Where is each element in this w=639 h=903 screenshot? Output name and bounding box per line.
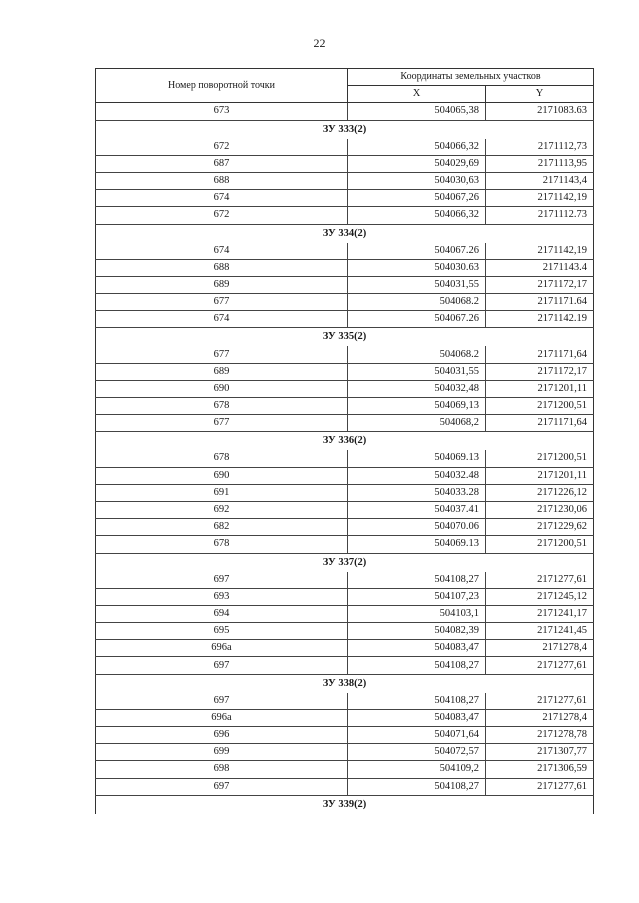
point-number-cell: 677	[96, 346, 348, 363]
header-y: Y	[486, 86, 594, 103]
y-coordinate-cell: 2171307,77	[486, 744, 594, 761]
table-row	[96, 363, 594, 380]
x-coordinate-cell: 504029,69	[348, 155, 486, 172]
table-row	[96, 450, 594, 467]
x-coordinate-cell: 504069.13	[348, 536, 486, 553]
x-coordinate-cell: 504083,47	[348, 640, 486, 657]
group-heading-row	[96, 553, 594, 572]
x-coordinate-cell: 504067.26	[348, 243, 486, 260]
table-row	[96, 346, 594, 363]
y-coordinate-cell: 2171113,95	[486, 155, 594, 172]
x-coordinate-cell: 504066,32	[348, 139, 486, 156]
y-coordinate-cell: 2171200,51	[486, 450, 594, 467]
table-row	[96, 588, 594, 605]
table-row	[96, 484, 594, 501]
group-title: ЗУ 339(2)	[96, 795, 594, 814]
table-row	[96, 623, 594, 640]
point-number-cell: 687	[96, 155, 348, 172]
y-coordinate-cell: 2171171.64	[486, 294, 594, 311]
table-row	[96, 243, 594, 260]
point-number-cell: 692	[96, 501, 348, 518]
point-number-cell: 678	[96, 536, 348, 553]
x-coordinate-cell: 504032,48	[348, 380, 486, 397]
table-row	[96, 259, 594, 276]
x-coordinate-cell: 504031,55	[348, 363, 486, 380]
table-row	[96, 467, 594, 484]
group-heading-row	[96, 224, 594, 243]
coordinates-table	[95, 68, 594, 814]
x-coordinate-cell: 504037.41	[348, 501, 486, 518]
point-number-cell: 673	[96, 103, 348, 120]
x-coordinate-cell: 504072,57	[348, 744, 486, 761]
table-row	[96, 727, 594, 744]
x-coordinate-cell: 504067,26	[348, 190, 486, 207]
table-row	[96, 139, 594, 156]
table-row	[96, 276, 594, 293]
group-heading-row	[96, 328, 594, 347]
point-number-cell: 696a	[96, 709, 348, 726]
y-coordinate-cell: 2171200,51	[486, 398, 594, 415]
point-number-cell: 672	[96, 139, 348, 156]
x-coordinate-cell: 504109,2	[348, 761, 486, 778]
table-row	[96, 294, 594, 311]
x-coordinate-cell: 504070.06	[348, 519, 486, 536]
point-number-cell: 674	[96, 190, 348, 207]
x-coordinate-cell: 504031,55	[348, 276, 486, 293]
table-row	[96, 172, 594, 189]
y-coordinate-cell: 2171172,17	[486, 276, 594, 293]
x-coordinate-cell: 504108,27	[348, 693, 486, 710]
table-row	[96, 572, 594, 589]
y-coordinate-cell: 2171278,4	[486, 709, 594, 726]
x-coordinate-cell: 504069,13	[348, 398, 486, 415]
x-coordinate-cell: 504107,23	[348, 588, 486, 605]
x-coordinate-cell: 504069.13	[348, 450, 486, 467]
x-coordinate-cell: 504071,64	[348, 727, 486, 744]
y-coordinate-cell: 2171277,61	[486, 657, 594, 674]
group-title: ЗУ 335(2)	[96, 328, 594, 347]
group-title: ЗУ 334(2)	[96, 224, 594, 243]
table-row	[96, 778, 594, 795]
y-coordinate-cell: 2171230,06	[486, 501, 594, 518]
y-coordinate-cell: 2171241,45	[486, 623, 594, 640]
y-coordinate-cell: 2171112.73	[486, 207, 594, 224]
point-number-cell: 677	[96, 415, 348, 432]
table-row	[96, 605, 594, 622]
point-number-cell: 677	[96, 294, 348, 311]
point-number-cell: 690	[96, 380, 348, 397]
group-heading-row	[96, 432, 594, 451]
y-coordinate-cell: 2171277,61	[486, 778, 594, 795]
point-number-cell: 697	[96, 693, 348, 710]
x-coordinate-cell: 504068,2	[348, 415, 486, 432]
group-title: ЗУ 338(2)	[96, 674, 594, 693]
table-row	[96, 501, 594, 518]
y-coordinate-cell: 2171143,4	[486, 172, 594, 189]
group-title: ЗУ 333(2)	[96, 120, 594, 139]
y-coordinate-cell: 2171245,12	[486, 588, 594, 605]
point-number-cell: 695	[96, 623, 348, 640]
y-coordinate-cell: 2171201,11	[486, 467, 594, 484]
x-coordinate-cell: 504030.63	[348, 259, 486, 276]
table-row	[96, 155, 594, 172]
table-row	[96, 207, 594, 224]
y-coordinate-cell: 2171226,12	[486, 484, 594, 501]
page-number: 22	[313, 36, 326, 50]
y-coordinate-cell: 2171171,64	[486, 346, 594, 363]
point-number-cell: 693	[96, 588, 348, 605]
table-row	[96, 761, 594, 778]
y-coordinate-cell: 2171229,62	[486, 519, 594, 536]
point-number-cell: 690	[96, 467, 348, 484]
point-number-cell: 682	[96, 519, 348, 536]
x-coordinate-cell: 504068.2	[348, 294, 486, 311]
header-coordinates: Координаты земельных участков	[348, 69, 594, 86]
y-coordinate-cell: 2171142,19	[486, 243, 594, 260]
header-point-number: Номер поворотной точки	[96, 69, 348, 103]
table-row	[96, 311, 594, 328]
table-row	[96, 190, 594, 207]
point-number-cell: 696	[96, 727, 348, 744]
y-coordinate-cell: 2171278,78	[486, 727, 594, 744]
y-coordinate-cell: 2171277,61	[486, 572, 594, 589]
x-coordinate-cell: 504067.26	[348, 311, 486, 328]
y-coordinate-cell: 2171172,17	[486, 363, 594, 380]
point-number-cell: 674	[96, 311, 348, 328]
group-heading-row	[96, 120, 594, 139]
group-title: ЗУ 336(2)	[96, 432, 594, 451]
x-coordinate-cell: 504066,32	[348, 207, 486, 224]
y-coordinate-cell: 2171241,17	[486, 605, 594, 622]
y-coordinate-cell: 2171112,73	[486, 139, 594, 156]
y-coordinate-cell: 2171171,64	[486, 415, 594, 432]
x-coordinate-cell: 504033.28	[348, 484, 486, 501]
x-coordinate-cell: 504108,27	[348, 778, 486, 795]
header-x: X	[348, 86, 486, 103]
x-coordinate-cell: 504082,39	[348, 623, 486, 640]
point-number-cell: 697	[96, 572, 348, 589]
table-row	[96, 640, 594, 657]
point-number-cell: 694	[96, 605, 348, 622]
point-number-cell: 674	[96, 243, 348, 260]
y-coordinate-cell: 2171142,19	[486, 190, 594, 207]
y-coordinate-cell: 2171143.4	[486, 259, 594, 276]
point-number-cell: 697	[96, 657, 348, 674]
group-title: ЗУ 337(2)	[96, 553, 594, 572]
x-coordinate-cell: 504068.2	[348, 346, 486, 363]
point-number-cell: 689	[96, 363, 348, 380]
y-coordinate-cell: 2171306,59	[486, 761, 594, 778]
table-row	[96, 657, 594, 674]
y-coordinate-cell: 2171083.63	[486, 103, 594, 120]
point-number-cell: 688	[96, 259, 348, 276]
point-number-cell: 678	[96, 450, 348, 467]
table-row	[96, 709, 594, 726]
table-row	[96, 103, 594, 120]
point-number-cell: 678	[96, 398, 348, 415]
table-row	[96, 744, 594, 761]
point-number-cell: 691	[96, 484, 348, 501]
table-row	[96, 693, 594, 710]
table-row	[96, 380, 594, 397]
y-coordinate-cell: 2171277,61	[486, 693, 594, 710]
group-heading-row	[96, 795, 594, 814]
x-coordinate-cell: 504030,63	[348, 172, 486, 189]
point-number-cell: 697	[96, 778, 348, 795]
x-coordinate-cell: 504065,38	[348, 103, 486, 120]
x-coordinate-cell: 504108,27	[348, 657, 486, 674]
y-coordinate-cell: 2171278,4	[486, 640, 594, 657]
y-coordinate-cell: 2171201,11	[486, 380, 594, 397]
table-row	[96, 415, 594, 432]
group-heading-row	[96, 674, 594, 693]
x-coordinate-cell: 504032.48	[348, 467, 486, 484]
point-number-cell: 672	[96, 207, 348, 224]
table-row	[96, 519, 594, 536]
point-number-cell: 698	[96, 761, 348, 778]
x-coordinate-cell: 504108,27	[348, 572, 486, 589]
point-number-cell: 699	[96, 744, 348, 761]
point-number-cell: 696a	[96, 640, 348, 657]
x-coordinate-cell: 504103,1	[348, 605, 486, 622]
table-row	[96, 536, 594, 553]
y-coordinate-cell: 2171142.19	[486, 311, 594, 328]
point-number-cell: 689	[96, 276, 348, 293]
y-coordinate-cell: 2171200,51	[486, 536, 594, 553]
point-number-cell: 688	[96, 172, 348, 189]
x-coordinate-cell: 504083,47	[348, 709, 486, 726]
table-row	[96, 398, 594, 415]
